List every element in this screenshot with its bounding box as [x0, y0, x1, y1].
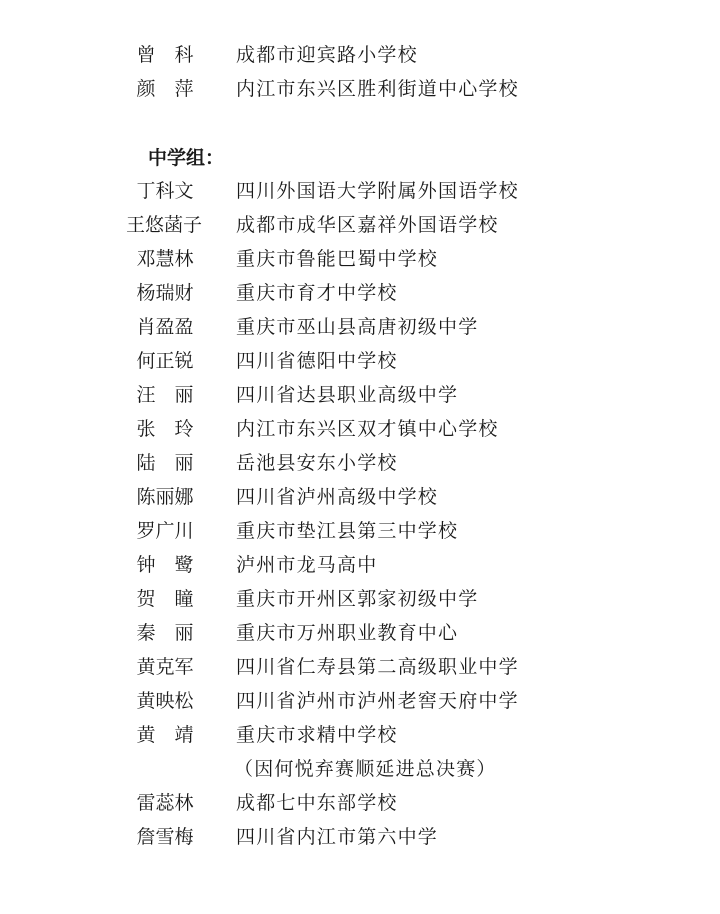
participant-name: 张 玲 [136, 418, 194, 440]
list-item [0, 514, 720, 548]
school-name: 内江市东兴区胜利街道中心学校 [236, 78, 519, 100]
school-name: 四川省泸州高级中学校 [236, 486, 439, 508]
participant-name: 王悠菡子 [125, 214, 202, 236]
list-item [0, 820, 720, 854]
list-item [0, 616, 720, 650]
participant-name: 杨瑞财 [136, 282, 194, 304]
participant-name: 陈丽娜 [136, 486, 194, 508]
participant-name: 颜 萍 [136, 78, 194, 100]
list-item [0, 310, 720, 344]
list-item [0, 276, 720, 310]
school-name: 四川外国语大学附属外国语学校 [236, 180, 519, 202]
list-item [0, 480, 720, 514]
school-name: 成都市迎宾路小学校 [236, 44, 418, 66]
school-name: 四川省泸州市泸州老窖天府中学 [236, 690, 519, 712]
participant-name: 雷蕊林 [136, 792, 194, 814]
list-item [0, 72, 720, 106]
substitution-note: （因何悦弃赛顺延进总决赛） [234, 758, 497, 780]
participant-name: 黄 靖 [136, 724, 194, 746]
school-name: 四川省德阳中学校 [236, 350, 398, 372]
school-name: 重庆市垫江县第三中学校 [236, 520, 459, 542]
participant-name: 詹雪梅 [136, 826, 194, 848]
participant-name: 何正锐 [136, 350, 194, 372]
participant-name: 陆 丽 [136, 452, 194, 474]
participant-name: 黄克军 [136, 656, 194, 678]
school-name: 四川省达县职业高级中学 [236, 384, 459, 406]
participant-name: 罗广川 [136, 520, 194, 542]
participant-name: 肖盈盈 [136, 316, 194, 338]
school-name: 岳池县安东小学校 [236, 452, 398, 474]
participant-name: 曾 科 [136, 44, 194, 66]
school-name: 成都七中东部学校 [236, 792, 398, 814]
school-name: 重庆市巫山县高唐初级中学 [236, 316, 479, 338]
school-name: 内江市东兴区双才镇中心学校 [236, 418, 499, 440]
group-title: 中学组： [148, 147, 225, 169]
participant-name: 黄映松 [136, 690, 194, 712]
list-item [0, 548, 720, 582]
participant-name: 汪 丽 [136, 384, 194, 406]
school-name: 重庆市鲁能巴蜀中学校 [236, 248, 439, 270]
participant-name: 钟 鹭 [136, 554, 194, 576]
list-item [0, 786, 720, 820]
list-item [0, 650, 720, 684]
list-item [0, 582, 720, 616]
participant-name: 丁科文 [136, 180, 194, 202]
list-item [0, 684, 720, 718]
school-name: 泸州市龙马高中 [236, 554, 378, 576]
school-name: 重庆市万州职业教育中心 [236, 622, 459, 644]
school-name: 四川省内江市第六中学 [236, 826, 439, 848]
school-name: 四川省仁寿县第二高级职业中学 [236, 656, 519, 678]
list-item [0, 718, 720, 752]
list-item [0, 242, 720, 276]
list-item [0, 378, 720, 412]
list-item [0, 344, 720, 378]
participant-name: 邓慧林 [136, 248, 194, 270]
list-item [0, 446, 720, 480]
participant-name: 秦 丽 [136, 622, 194, 644]
list-item [0, 412, 720, 446]
school-name: 重庆市求精中学校 [236, 724, 398, 746]
school-name: 重庆市育才中学校 [236, 282, 398, 304]
school-name: 成都市成华区嘉祥外国语学校 [236, 214, 499, 236]
list-item [0, 174, 720, 208]
participant-name: 贺 瞳 [136, 588, 194, 610]
list-item [0, 38, 720, 72]
school-name: 重庆市开州区郭家初级中学 [236, 588, 479, 610]
list-item [0, 208, 720, 242]
